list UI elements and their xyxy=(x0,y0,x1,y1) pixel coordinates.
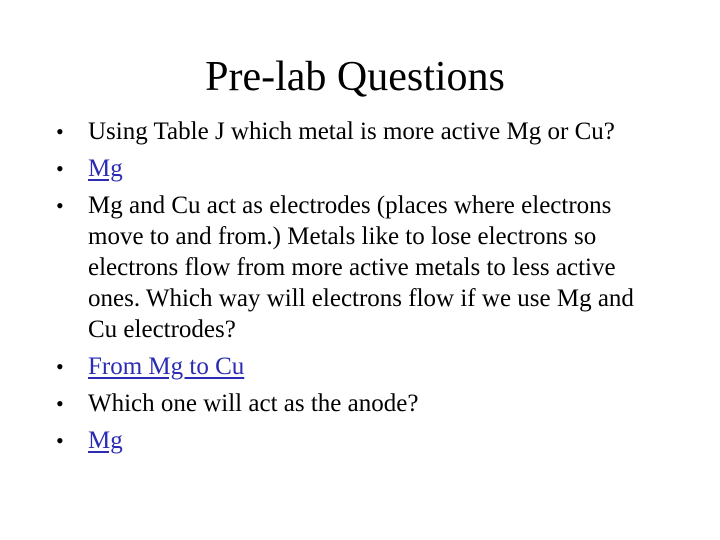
bullet-icon: • xyxy=(56,156,64,181)
bullet-icon: • xyxy=(56,428,64,453)
bullet-question-3 xyxy=(56,388,656,419)
answer-link[interactable]: Mg xyxy=(88,427,123,454)
bullet-text: Using Table J which metal is more active Mg or Cu? xyxy=(88,118,615,145)
answer-link[interactable]: From Mg to Cu xyxy=(88,353,245,380)
bullet-icon: • xyxy=(56,119,64,144)
bullet-text: Which one will act as the anode? xyxy=(88,390,419,417)
slide-title: Pre-lab Questions xyxy=(205,54,505,100)
bullet-question-1 xyxy=(56,116,656,147)
bullet-icon: • xyxy=(56,391,64,416)
bullet-answer-3[interactable] xyxy=(56,425,656,456)
bullet-icon: • xyxy=(56,193,64,218)
bullet-text: Mg and Cu act as electrodes (places where electrons move to and from.) Metals like to lose electrons so electrons flow from more active metals to less active ones. Which way will electrons flow if we use Mg and Cu electrodes? xyxy=(88,192,634,343)
bullet-list xyxy=(56,116,656,462)
bullet-answer-1[interactable] xyxy=(56,153,656,184)
bullet-icon: • xyxy=(56,354,64,379)
answer-link[interactable]: Mg xyxy=(88,155,123,182)
bullet-answer-2[interactable] xyxy=(56,351,656,382)
bullet-question-2 xyxy=(56,190,656,345)
